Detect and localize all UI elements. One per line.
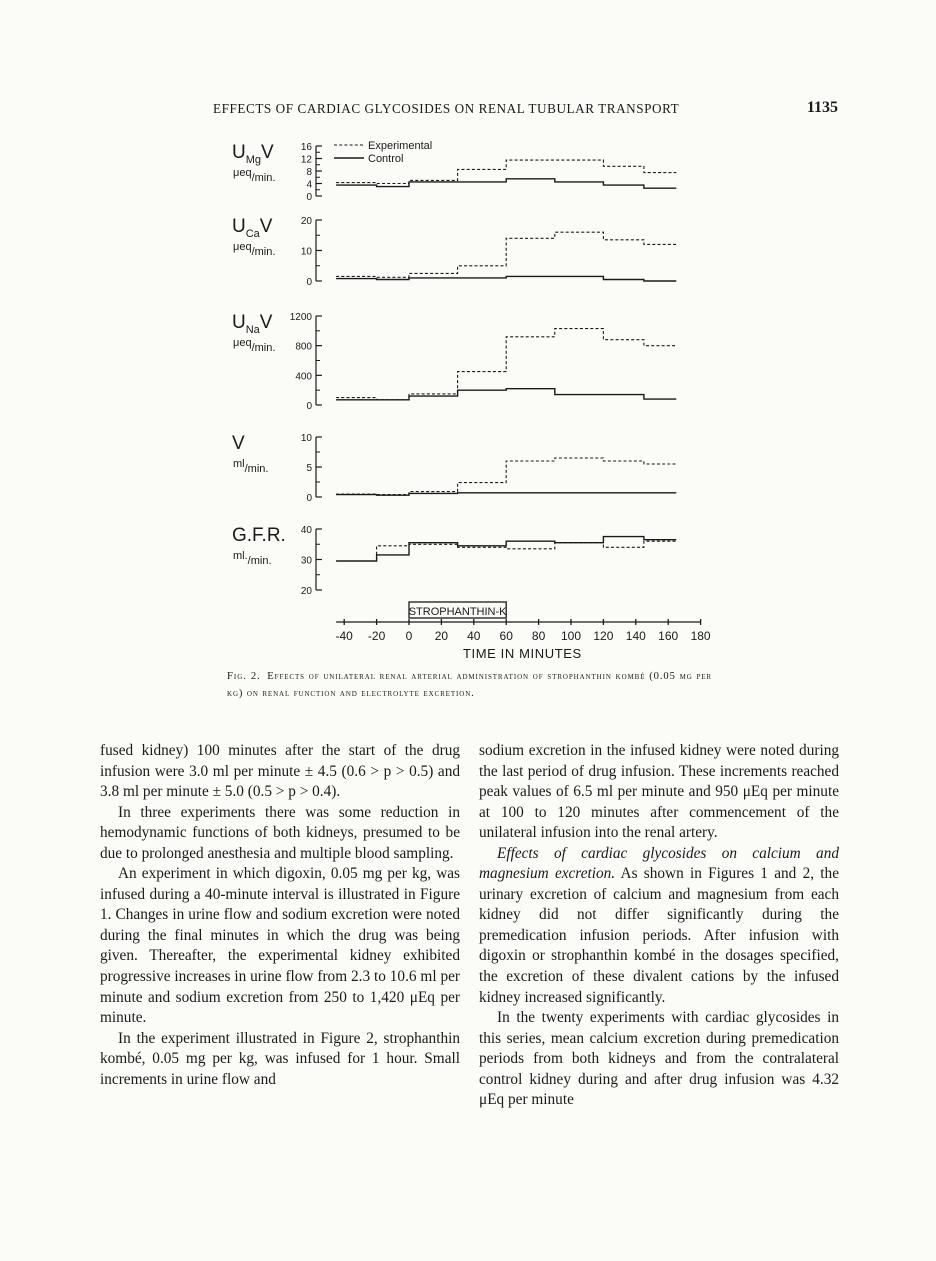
left-column (100, 741, 460, 1090)
x-tick-label: 20 (434, 629, 449, 643)
panel-label (232, 312, 273, 336)
left-column-paragraph (100, 741, 460, 803)
y-tick-label: 800 (295, 341, 312, 353)
series-control-line (336, 179, 676, 188)
y-tick-label: 10 (300, 246, 312, 258)
y-tick-label: 0 (306, 401, 312, 412)
figure-legend (334, 140, 432, 165)
panel-unit (233, 241, 275, 258)
paragraph-text: In three experiments there was some reduction in hemodynamic functions of both kidneys, presumed to be due to prolonged anesthesia and multiple blood sampling. (100, 803, 460, 862)
right-column (479, 741, 839, 1111)
left-column-paragraph (100, 864, 460, 1028)
y-tick-label: 12 (300, 154, 312, 166)
x-axis-title: TIME IN MINUTES (463, 646, 582, 661)
panel-unit (233, 337, 275, 354)
right-column-paragraph (479, 844, 839, 1008)
y-tick-label: 0 (306, 192, 312, 203)
figure-panels (232, 142, 676, 597)
y-tick-label: 5 (306, 463, 312, 474)
label-tail: V (259, 312, 273, 333)
y-tick-label: 16 (300, 142, 312, 153)
unit-denominator: /min. (251, 246, 276, 258)
figure-caption (227, 668, 712, 702)
series-control-line (336, 537, 676, 561)
x-tick-label: 140 (625, 629, 646, 643)
figure-x-axis (336, 602, 711, 661)
unit-numerator: ml (233, 458, 245, 470)
caption-label: Fig. 2. (227, 671, 261, 682)
label-main: U (232, 216, 246, 237)
section-heading: Effects of cardiac glycosides on calcium and magnesium excretion. (479, 844, 839, 883)
left-column-paragraph (100, 1029, 460, 1091)
x-tick-label: 120 (593, 629, 614, 643)
series-control-line (336, 493, 676, 495)
x-tick-label: -40 (335, 629, 353, 643)
left-column-paragraph (100, 803, 460, 865)
y-tick-label: 30 (300, 555, 312, 567)
x-tick-label: 180 (690, 629, 711, 643)
panel-label (232, 142, 274, 166)
panel-na (232, 312, 676, 412)
series-control-line (336, 389, 676, 400)
y-tick-label: 400 (295, 371, 312, 383)
unit-numerator: ml. (233, 550, 248, 562)
legend-control-label: Control (368, 153, 404, 165)
y-tick-label: 0 (306, 493, 312, 504)
label-main: V (232, 433, 245, 454)
right-column-paragraph (479, 741, 839, 844)
panel-gfr (232, 525, 676, 597)
paragraph-text: fused kidney) 100 minutes after the start of the drug infusion were 3.0 ml per minute ± 4.5 (0.6 > p > 0.5) and 3.8 ml per minute ± 5.0 (0.5 > p > 0.4). (100, 742, 460, 801)
unit-numerator: μeq (233, 167, 252, 179)
running-title: EFFECTS OF CARDIAC GLYCOSIDES ON RENAL TUBULAR TRANSPORT (213, 101, 680, 116)
y-tick-label: 20 (300, 216, 312, 227)
x-tick-label: 60 (499, 629, 513, 643)
x-tick-label: 100 (560, 629, 582, 643)
panel-unit (233, 550, 272, 567)
paragraph-text: As shown in Figures 1 and 2, the urinary excretion of calcium and magnesium from each kidney did not differ significantly during the premedication infusion periods. After infusion with digoxin or strophanthin kombé in the dosages specified, the excretion of these divalent cations by the infused kidney increased significantly. (479, 865, 839, 1006)
unit-denominator: /min. (244, 463, 269, 475)
series-experimental-line (336, 232, 676, 277)
panel-unit (233, 167, 275, 184)
y-tick-label: 0 (306, 277, 312, 288)
legend-experimental-label: Experimental (368, 140, 433, 152)
y-tick-label: 4 (306, 179, 312, 191)
panel-mg (232, 142, 676, 203)
unit-denominator: /min. (251, 172, 276, 184)
right-column-paragraph (479, 1008, 839, 1111)
label-main: G.F.R. (232, 525, 286, 546)
unit-numerator: μeq (233, 337, 252, 349)
y-tick-label: 40 (300, 525, 312, 536)
y-tick-label: 20 (300, 586, 312, 597)
unit-denominator: /min. (251, 342, 276, 354)
drug-bar-label: STROPHANTHIN-K (408, 606, 507, 618)
caption-text: Effects of unilateral renal arterial administration of strophanthin kombé (0.05 mg per kg) on renal function and electrolyte excretion. (227, 671, 712, 699)
paragraph-text: In the experiment illustrated in Figure 2, strophanthin kombé, 0.05 mg per kg, was infused for 1 hour. Small increments in urine flow and (100, 1029, 460, 1088)
y-tick-label: 1200 (289, 312, 312, 323)
x-tick-label: 160 (658, 629, 679, 643)
label-sub: Na (245, 324, 260, 336)
panel-v (232, 433, 676, 504)
panel-label (232, 433, 245, 454)
label-tail: V (259, 216, 273, 237)
panel-unit (233, 458, 268, 475)
page-number: 1135 (806, 99, 838, 116)
panel-label (232, 216, 273, 240)
label-main: U (232, 312, 246, 333)
paragraph-text: In the twenty experiments with cardiac glycosides in this series, mean calcium excretion during premedication periods from both kidneys and from the contralateral control kidney during and after drug infusion was 4.32 μEq per minute (479, 1009, 839, 1109)
unit-numerator: μeq (233, 241, 252, 253)
paragraph-text: An experiment in which digoxin, 0.05 mg per kg, was infused during a 40-minute interval is illustrated in Figure 1. Changes in urine flow and sodium excretion were noted during the final minutes in which the drug was being given. Thereafter, the experimental kidney exhibited progressive increases in urine flow from 2.3 to 10.6 ml per minute and sodium excretion from 250 to 1,420 μEq per minute. (100, 865, 460, 1027)
unit-denominator: /min. (247, 555, 272, 567)
y-tick-label: 10 (300, 433, 312, 444)
label-sub: Ca (245, 228, 260, 240)
label-sub: Mg (245, 154, 262, 166)
panel-ca (232, 216, 676, 288)
panel-label (232, 525, 286, 546)
x-tick-label: 40 (467, 629, 481, 643)
series-experimental-line (336, 458, 676, 495)
label-tail: V (261, 142, 274, 163)
y-tick-label: 8 (306, 167, 312, 178)
x-tick-label: 0 (405, 629, 413, 643)
series-control-line (336, 276, 676, 281)
label-main: U (232, 142, 246, 163)
x-tick-label: 80 (531, 629, 546, 643)
x-tick-label: -20 (367, 629, 386, 643)
paragraph-text: sodium excretion in the infused kidney were noted during the last period of drug infusion. These increments reached peak values of 6.5 ml per minute and 950 μEq per minute at 100 to 120 minutes after commencement of the unilateral infusion into the renal artery. (479, 742, 839, 842)
